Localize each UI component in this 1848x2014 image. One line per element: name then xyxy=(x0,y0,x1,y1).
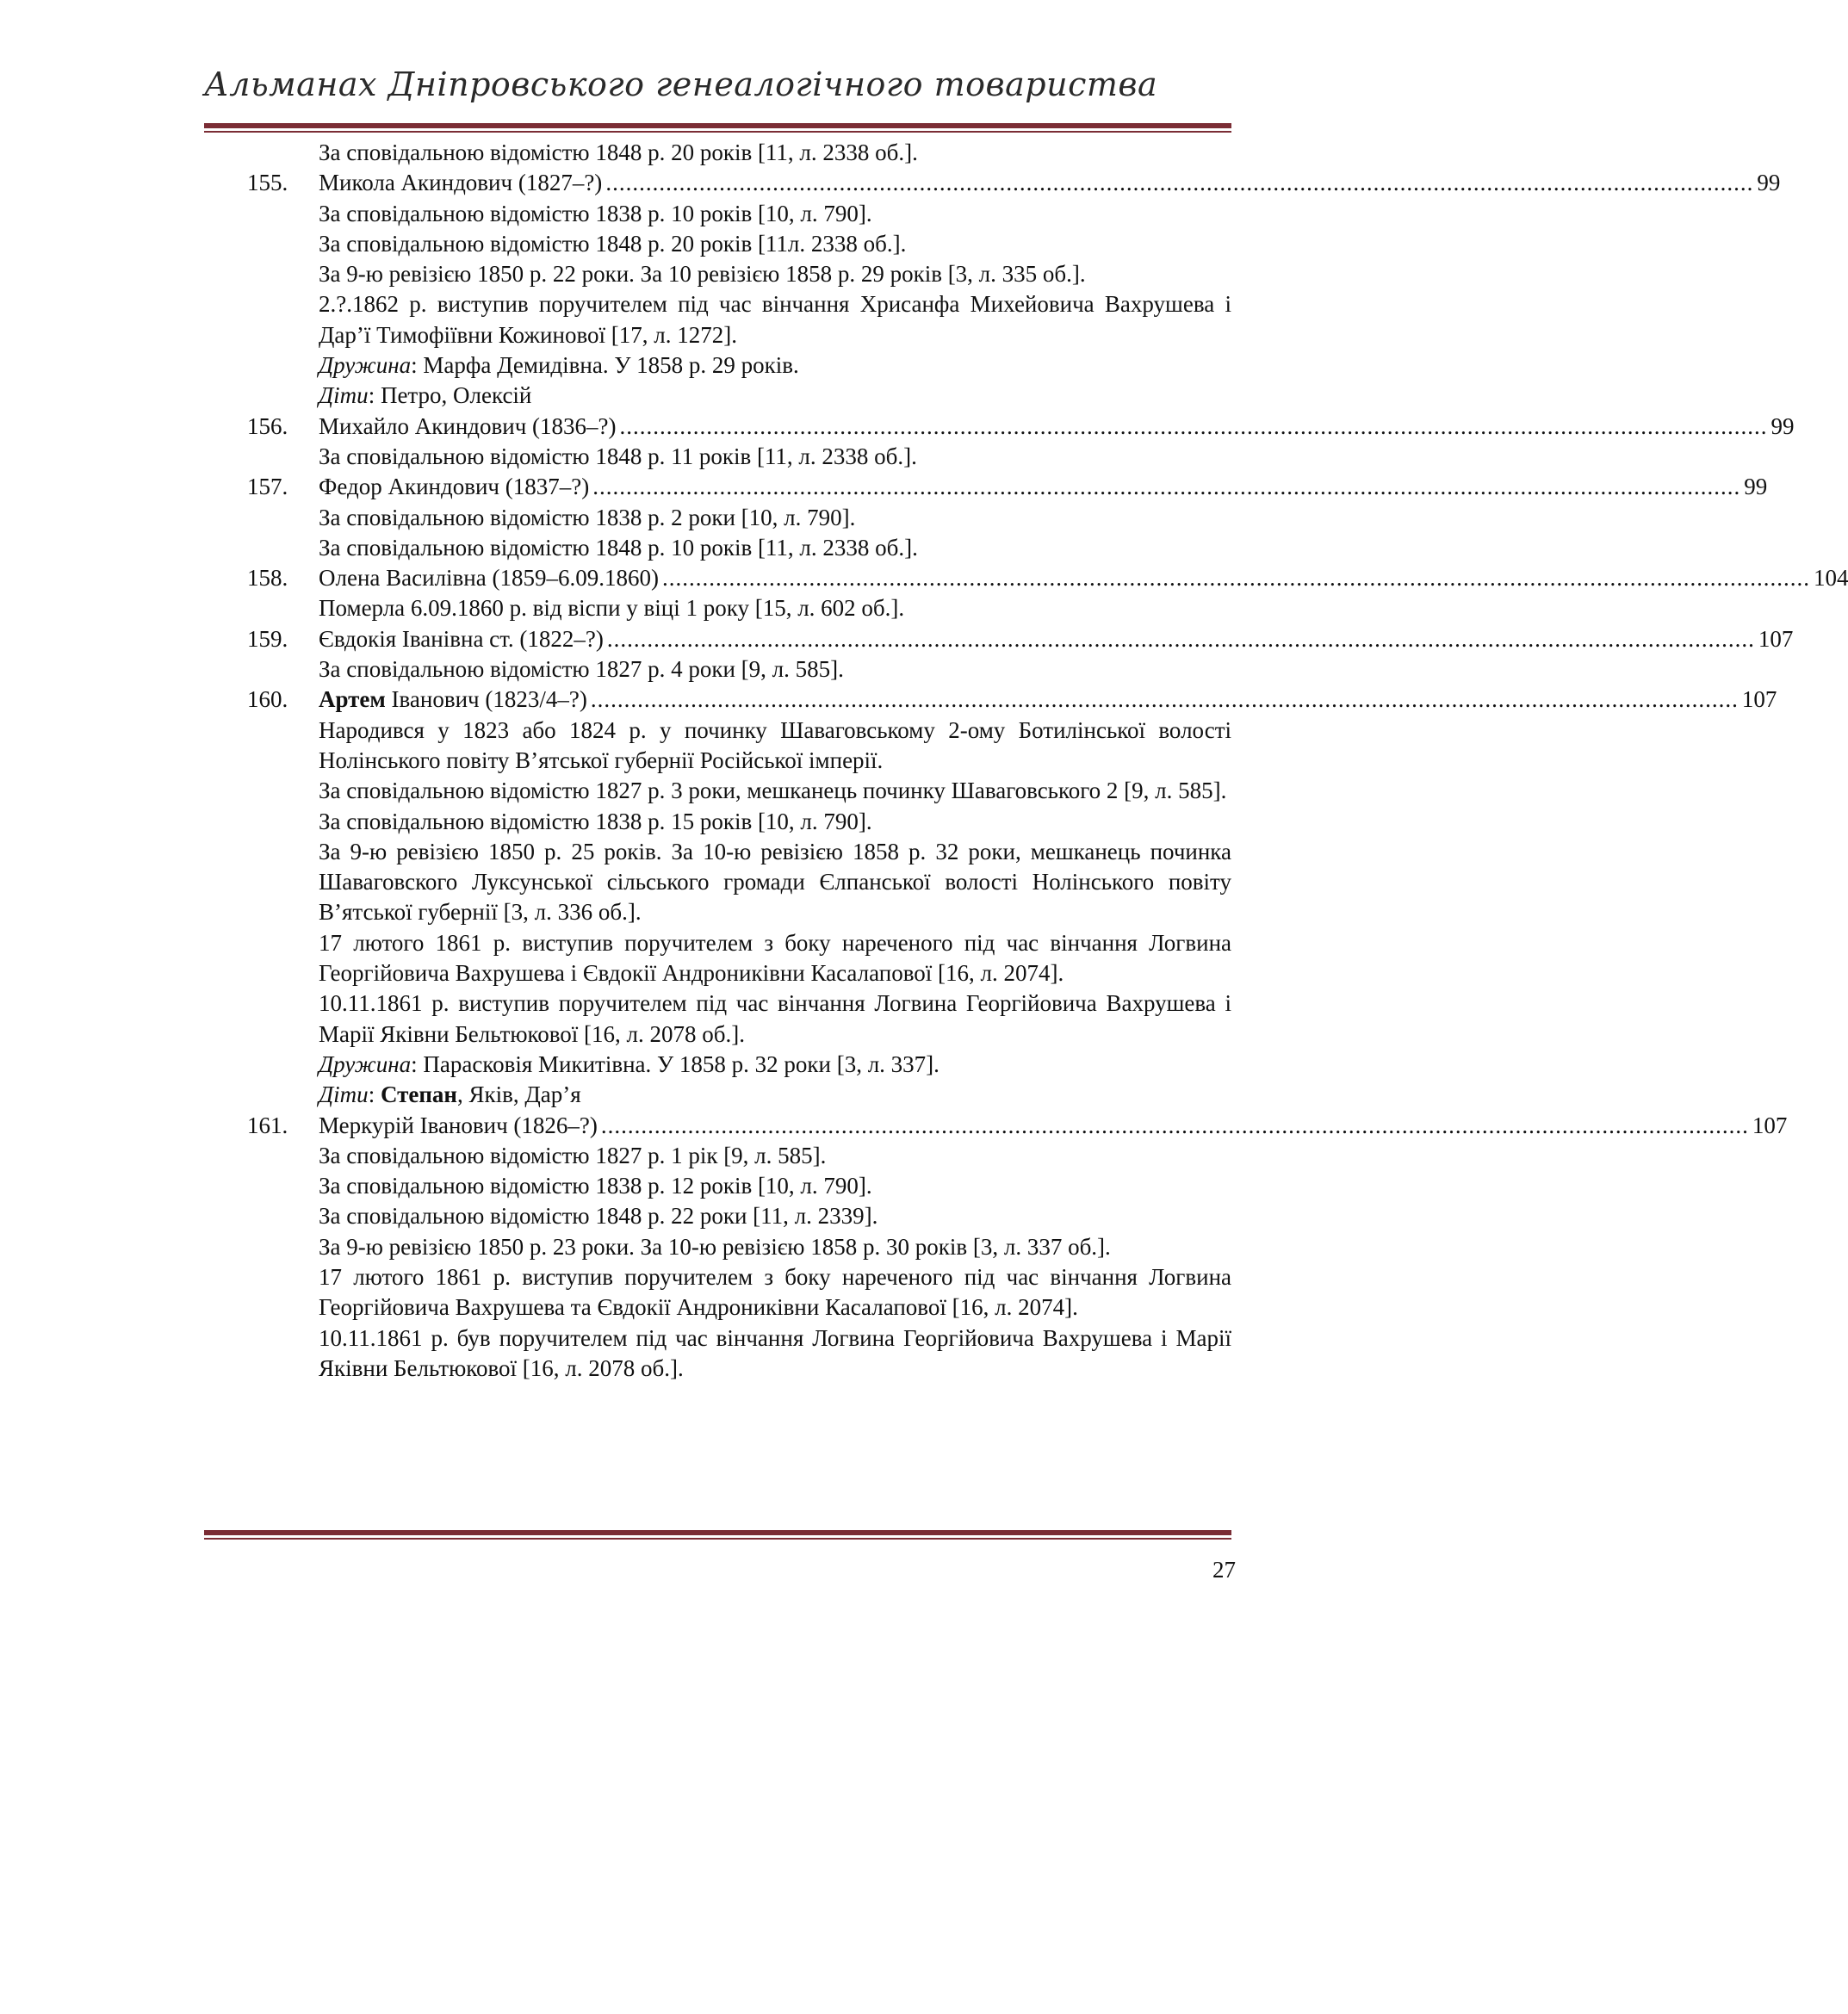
entry-detail: Народився у 1823 або 1824 р. у починку Шаваговському 2-ому Ботилінської волості Нолінського повіту В’ятської губернії Російської імперії. xyxy=(319,716,1231,773)
entry-name: Михайло Акиндович (1836–?) xyxy=(319,412,617,439)
entry-155 xyxy=(204,168,1781,411)
children-label: Діти xyxy=(319,382,369,409)
entry-page-ref: 107 xyxy=(1758,625,1794,652)
almanac-title: Альманах Дніпровського генеалогічного товариства xyxy=(204,65,1158,103)
dot-leader: ............................................................................................................................................................................ xyxy=(590,686,1739,713)
entry-number: 161. xyxy=(247,1112,288,1138)
entry-number: 156. xyxy=(247,412,288,439)
entry-heading xyxy=(319,1111,1788,1141)
entry-page-ref: 99 xyxy=(1744,474,1768,500)
entry-number: 157. xyxy=(247,474,288,500)
dot-leader: ............................................................................................................................................................................ xyxy=(619,412,1768,439)
entry-detail: За сповідальною відомістю 1848 р. 10 років [11, л. 2338 об.]. xyxy=(319,534,918,561)
entry-detail: 2.?.1862 р. виступив поручителем під час вінчання Хрисанфа Михейовича Вахрушева і Дар’ї Тимофіївни Кожинової [17, л. 1272]. xyxy=(319,291,1231,348)
entry-name: Микола Акиндович (1827–?) xyxy=(319,170,603,196)
entry-detail: За 9-ю ревізією 1850 р. 25 років. За 10-ю ревізією 1858 р. 32 роки, мешканець починка Шаваговского Луксунської сільського громади Єлпанської волості Нолінського повіту В’ятської губернії [3, л. 336 об.]. xyxy=(319,838,1231,926)
entry-161 xyxy=(204,1111,1788,1385)
entry-page-ref: 104 xyxy=(1813,565,1848,592)
entry-children: Діти: Петро, Олексій xyxy=(319,382,532,409)
entry-heading xyxy=(319,412,1795,442)
entry-detail: За сповідальною відомістю 1838 р. 15 років [10, л. 790]. xyxy=(319,808,872,834)
entry-children: Діти: Степан, Яків, Дар’я xyxy=(319,1081,581,1108)
wife-label: Дружина xyxy=(319,352,412,379)
dot-leader: ............................................................................................................................................................................ xyxy=(606,625,1755,652)
continuation-text: За сповідальною відомістю 1848 р. 20 років [11, л. 2338 об.]. xyxy=(319,139,918,165)
entry-name: Євдокія Іванівна ст. (1822–?) xyxy=(319,625,604,652)
entry-number: 160. xyxy=(247,686,288,713)
entry-detail: За сповідальною відомістю 1838 р. 2 роки [10, л. 790]. xyxy=(319,504,856,530)
entry-158 xyxy=(204,563,1848,624)
entry-name: Федор Акиндович (1837–?) xyxy=(319,474,590,500)
entry-detail: За сповідальною відомістю 1848 р. 22 роки [11, л. 2339]. xyxy=(319,1203,878,1230)
entry-wife: Дружина: Парасковія Микитівна. У 1858 р. 32 роки [3, л. 337]. xyxy=(319,1050,940,1077)
footer-rule xyxy=(204,1530,1231,1540)
dot-leader: ............................................................................................................................................................................ xyxy=(605,170,1754,196)
entry-detail: За сповідальною відомістю 1848 р. 20 років [11л. 2338 об.]. xyxy=(319,230,907,257)
dot-leader: ............................................................................................................................................................................ xyxy=(600,1112,1749,1138)
entry-160 xyxy=(204,685,1777,1110)
dot-leader: ............................................................................................................................................................................ xyxy=(661,565,1810,592)
entry-156 xyxy=(204,412,1795,473)
entry-number: 155. xyxy=(247,170,288,196)
dot-leader: ............................................................................................................................................................................ xyxy=(592,474,1741,500)
entry-name: Іванович (1823/4–?) xyxy=(385,686,587,713)
entry-detail: За сповідальною відомістю 1827 р. 1 рік [9, л. 585]. xyxy=(319,1142,827,1168)
entry-name: Меркурій Іванович (1826–?) xyxy=(319,1112,598,1138)
entry-heading xyxy=(319,168,1781,198)
entry-detail: За сповідальною відомістю 1827 р. 3 роки, мешканець починку Шаваговського 2 [9, л. 585]. xyxy=(319,778,1227,804)
entry-page-ref: 107 xyxy=(1752,1112,1788,1138)
entry-159 xyxy=(204,624,1794,685)
entry-heading xyxy=(319,685,1777,715)
entry-detail: 10.11.1861 р. виступив поручителем під час вінчання Логвина Георгійовича Вахрушева і Марії Яківни Бельтюкової [16, л. 2078 об.]. xyxy=(319,990,1231,1047)
entry-name-bold: Артем xyxy=(319,686,386,713)
entry-page-ref: 99 xyxy=(1757,170,1781,196)
entry-number: 158. xyxy=(247,565,288,592)
header-rule xyxy=(204,123,1231,133)
entry-wife: Дружина: Марфа Демидівна. У 1858 р. 29 років. xyxy=(319,352,799,379)
entry-detail: 10.11.1861 р. був поручителем під час вінчання Логвина Георгійовича Вахрушева і Марії Яківни Бельтюкової [16, л. 2078 об.]. xyxy=(319,1324,1231,1381)
entry-heading xyxy=(319,472,1768,502)
entry-number: 159. xyxy=(247,625,288,652)
page-body xyxy=(204,138,1848,1384)
entry-name: Олена Василівна (1859–6.09.1860) xyxy=(319,565,659,592)
entry-heading xyxy=(319,624,1794,654)
entry-detail: 17 лютого 1861 р. виступив поручителем з боку нареченого під час вінчання Логвина Георгійовича Вахрушева і Євдокії Андрониківни Касалапової [16, л. 2074]. xyxy=(319,929,1231,987)
entry-157 xyxy=(204,472,1768,563)
entry-detail: За сповідальною відомістю 1848 р. 11 років [11, л. 2338 об.]. xyxy=(319,443,917,469)
entry-detail: За 9-ю ревізією 1850 р. 23 роки. За 10-ю ревізією 1858 р. 30 років [3, л. 337 об.]. xyxy=(319,1233,1111,1260)
entry-detail: 17 лютого 1861 р. виступив поручителем з боку нареченого під час вінчання Логвина Георгійовича Вахрушева та Євдокії Андрониківни Касалапової [16, л. 2074]. xyxy=(319,1263,1231,1321)
entry-detail: За сповідальною відомістю 1838 р. 10 років [10, л. 790]. xyxy=(319,200,872,226)
entry-page-ref: 107 xyxy=(1741,686,1777,713)
page-number: 27 xyxy=(1212,1557,1236,1583)
wife-label: Дружина xyxy=(319,1050,412,1077)
entry-page-ref: 99 xyxy=(1770,412,1795,439)
entry-detail: За сповідальною відомістю 1838 р. 12 років [10, л. 790]. xyxy=(319,1173,872,1199)
entry-detail: Померла 6.09.1860 р. від віспи у віці 1 року [15, л. 602 об.]. xyxy=(319,595,905,622)
entry-detail: За 9-ю ревізією 1850 р. 22 роки. За 10 ревізією 1858 р. 29 років [3, л. 335 об.]. xyxy=(319,261,1086,288)
entry-detail: За сповідальною відомістю 1827 р. 4 роки [9, л. 585]. xyxy=(319,656,844,683)
children-label: Діти xyxy=(319,1081,369,1108)
entry-heading xyxy=(319,563,1848,593)
